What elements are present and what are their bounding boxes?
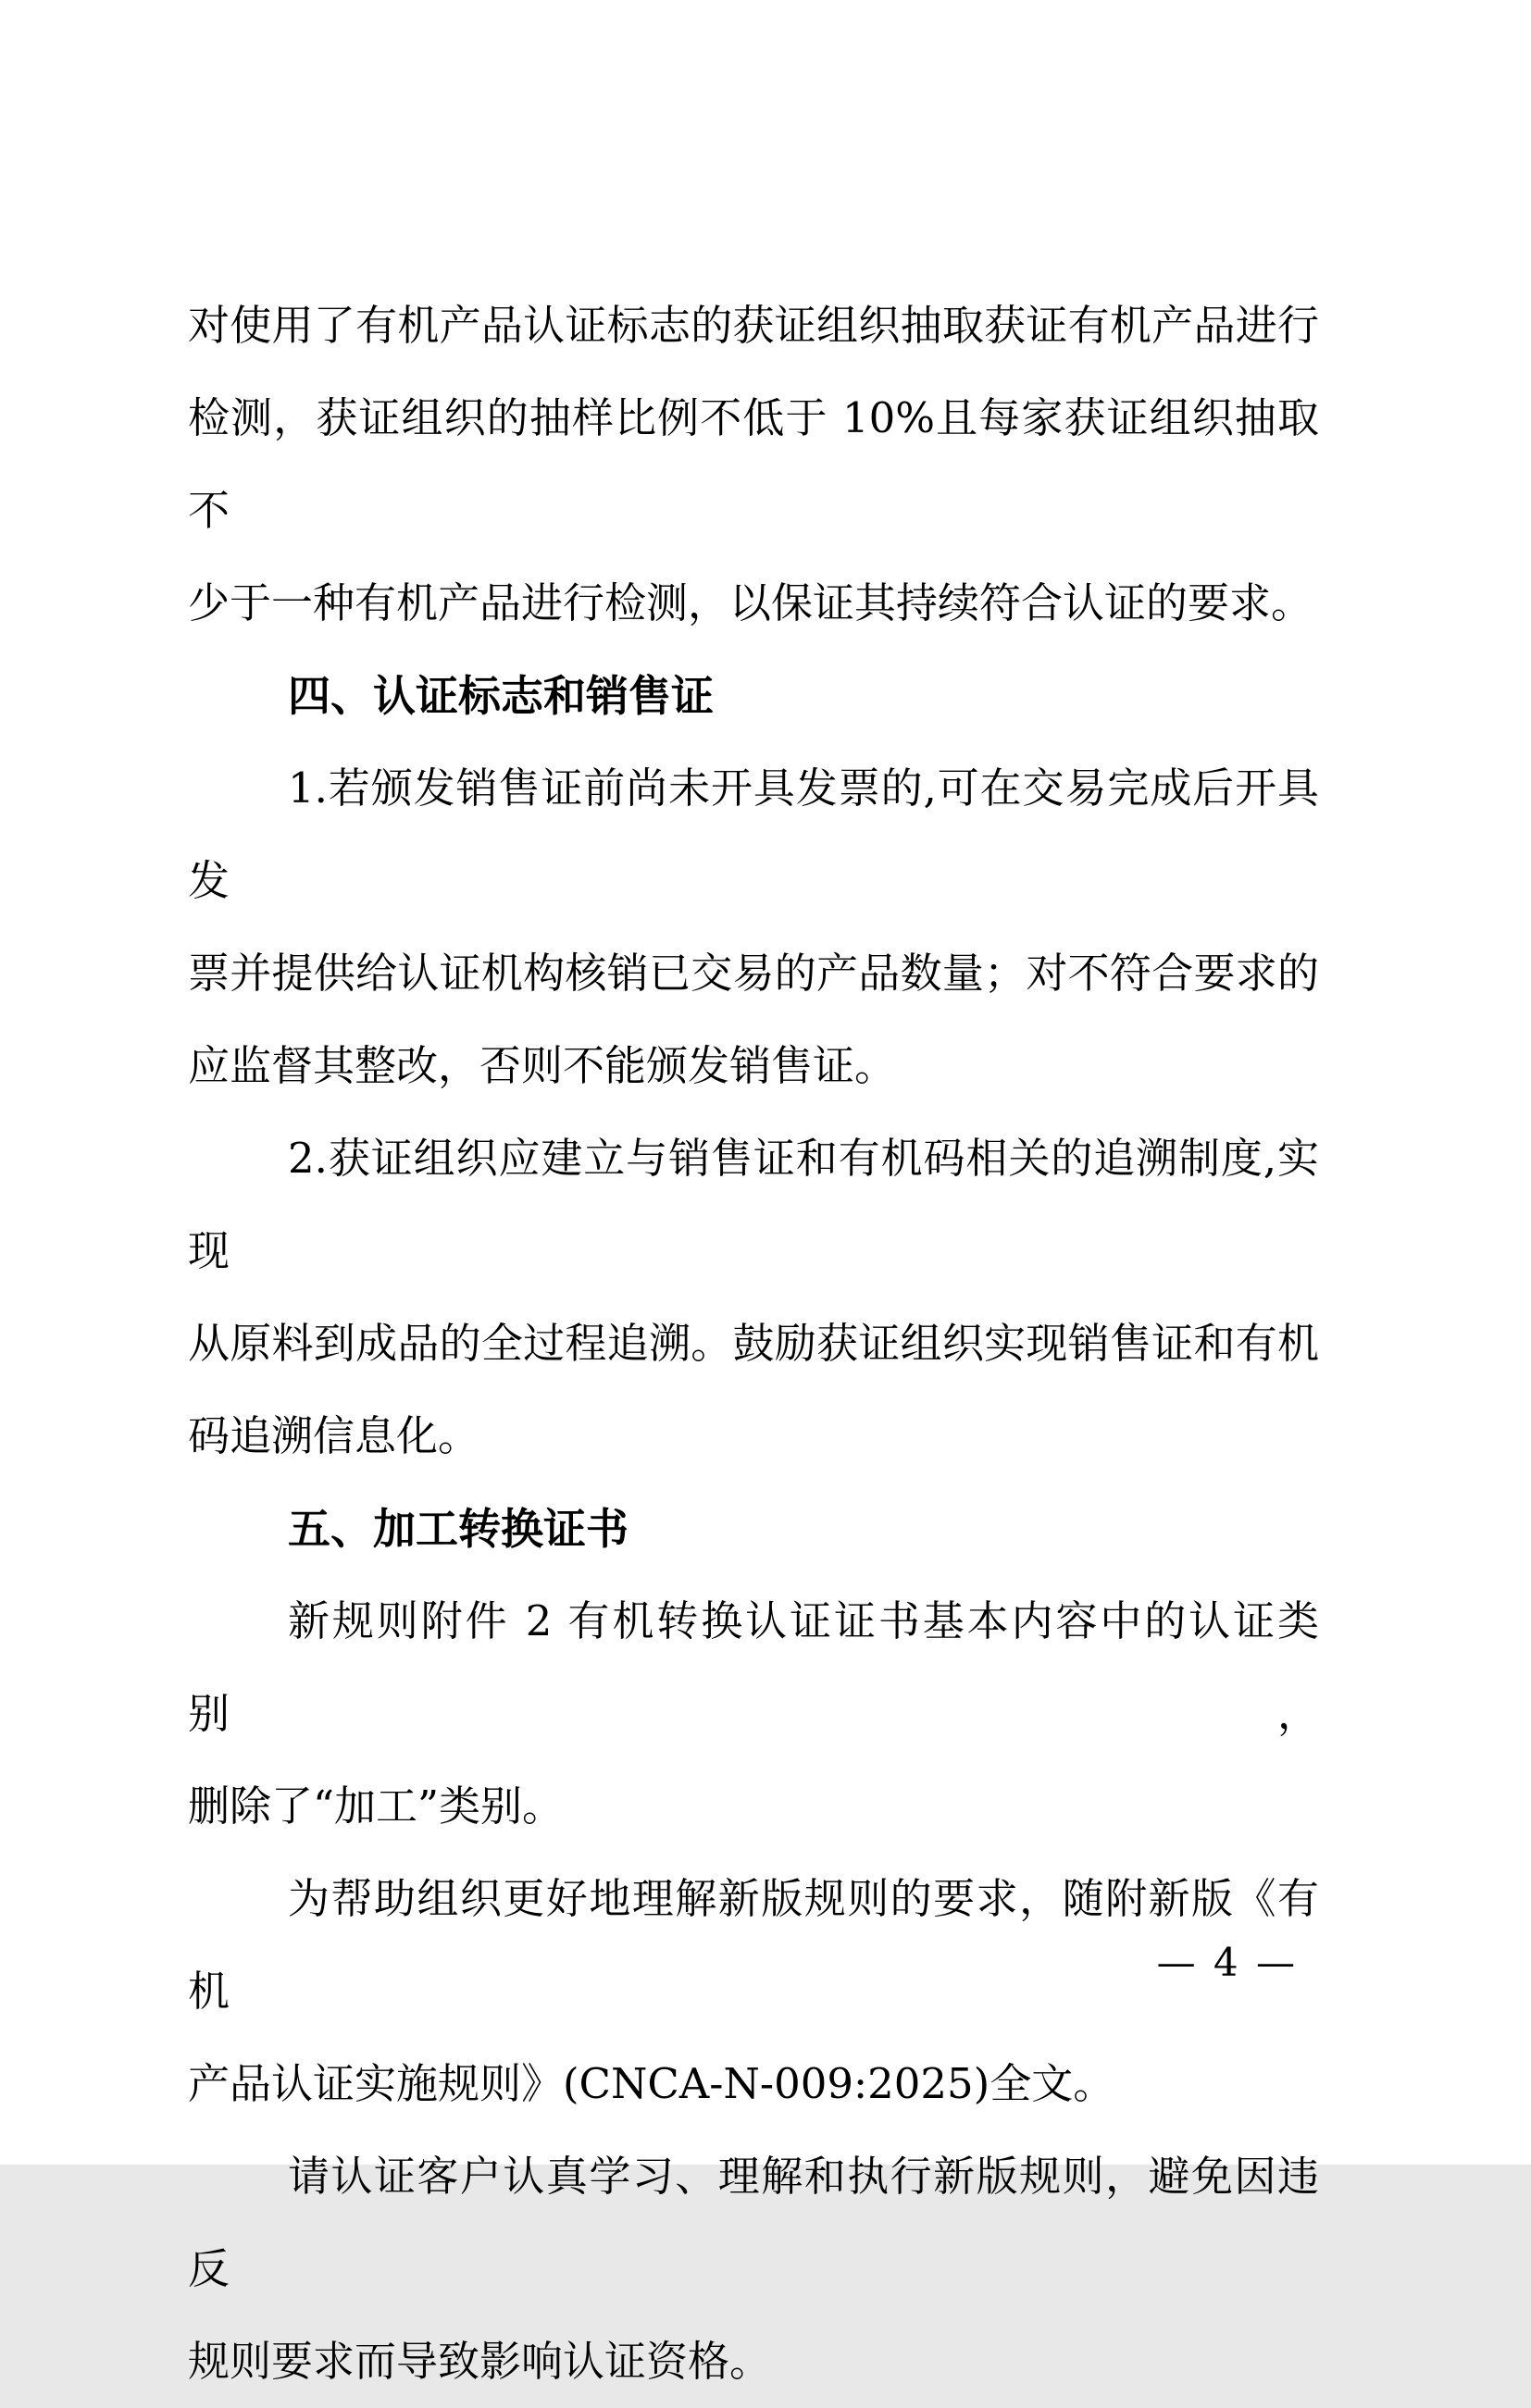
- section-heading: [188, 1483, 1319, 1575]
- text-line: 码追溯信息化。: [188, 1411, 480, 1460]
- page-number: — 4 —: [1156, 1940, 1298, 1985]
- text-line: 为帮助组织更好地理解新版规则的要求，随附新版《有机: [188, 1874, 1319, 2016]
- text-line: 产品认证实施规则》(CNCA-N-009:2025)全文。: [188, 2059, 1115, 2108]
- text-line: 少于一种有机产品进行检测，以保证其持续符合认证的要求。: [188, 578, 1313, 627]
- document-body: [188, 279, 1319, 2408]
- paragraph: [188, 1575, 1319, 1853]
- text-line: 请认证客户认真学习、理解和执行新版规则，避免因违反: [188, 2152, 1319, 2293]
- text-line: 从原料到成品的全过程追溯。鼓励获证组织实现销售证和有机: [188, 1319, 1319, 1368]
- text-line: 对使用了有机产品认证标志的获证组织抽取获证有机产品进行: [188, 301, 1319, 350]
- text-line: 应监督其整改，否则不能颁发销售证。: [188, 1041, 897, 1090]
- text-line: 规则要求而导致影响认证资格。: [188, 2337, 772, 2386]
- text-line: 检测，获证组织的抽样比例不低于 10%且每家获证组织抽取不: [188, 393, 1319, 535]
- paragraph: [188, 2130, 1319, 2408]
- text-line: 2.获证组织应建立与销售证和有机码相关的追溯制度,实现: [188, 1134, 1319, 1275]
- text-line: 删除了“加工”类别。: [188, 1781, 565, 1831]
- text-line: 1.若颁发销售证前尚未开具发票的,可在交易完成后开具发: [188, 763, 1319, 905]
- text-line: 新规则附件 2 有机转换认证证书基本内容中的认证类别，: [188, 1596, 1319, 1738]
- paragraph: [188, 1853, 1319, 2130]
- section-heading: [188, 650, 1319, 742]
- paragraph: [188, 1112, 1319, 1483]
- paragraph: [188, 279, 1319, 650]
- paragraph: [188, 742, 1319, 1112]
- text-line: 五、加工转换证书: [288, 1504, 629, 1554]
- text-line: 四、认证标志和销售证: [288, 671, 714, 721]
- text-line: 票并提供给认证机构核销已交易的产品数量；对不符合要求的: [188, 949, 1319, 998]
